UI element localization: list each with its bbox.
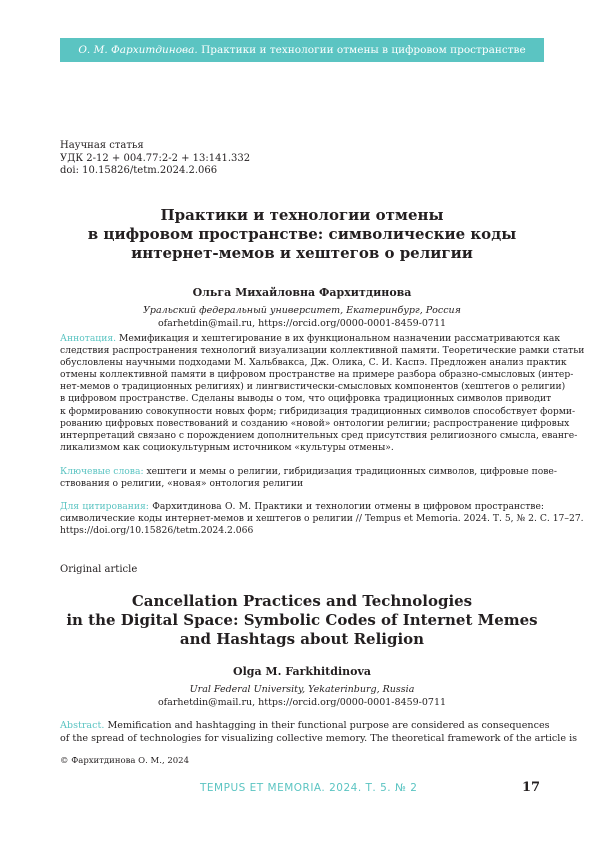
affiliation-org-en: Ural Federal University, Yekaterinburg, Russia: [60, 684, 544, 697]
copyright: © Фархитдинова О. М., 2024: [60, 756, 189, 766]
citation-ru-label: Для цитирования:: [60, 501, 149, 512]
udc-code: УДК 2-12 + 004.77:2-2 + 13:141.332: [60, 153, 250, 166]
abstract-ru-line: ликализмом как социокультурным источником «культуры отмены».: [60, 442, 544, 454]
author-name-en: Olga M. Farkhitdinova: [60, 665, 544, 678]
article-meta: [60, 140, 250, 178]
keywords-ru-line: ствования о религии, «новая» онтология религии: [60, 478, 544, 490]
abstract-ru-line: отмены коллективной памяти в цифровом пространстве на примере разбора образно-смысловых (интер-: [60, 369, 544, 381]
abstract-ru-line: в цифровом пространстве. Сделаны выводы о том, что оцифровка традиционных символов приводит: [60, 393, 544, 405]
affiliation-org-ru: Уральский федеральный университет, Екатеринбург, Россия: [60, 305, 544, 318]
title-ru-line: в цифровом пространстве: символические коды: [60, 225, 544, 244]
abstract-ru-line: рованию цифровых повествований и созданию «новой» онтологии религии; распространение цифровых: [60, 418, 544, 430]
contact-ru[interactable]: ofarhetdin@mail.ru, https://orcid.org/0000-0001-8459-0711: [60, 318, 544, 331]
abstract-ru-line: нет-мемов о традиционных религиях) и лингвистически-смысловых компонентов (хештегов о религии): [60, 381, 544, 393]
title-en-line: in the Digital Space: Symbolic Codes of Internet Memes: [60, 611, 544, 630]
abstract-ru: [60, 333, 544, 454]
citation-ru: [60, 501, 544, 537]
citation-doi-link[interactable]: https://doi.org/10.15826/tetm.2024.2.066: [60, 525, 544, 537]
article-type: Научная статья: [60, 140, 250, 153]
footer-journal: TEMPUS ET MEMORIA. 2024. Т. 5. № 2: [200, 782, 417, 794]
doi: doi: 10.15826/tetm.2024.2.066: [60, 165, 250, 178]
abstract-ru-line: обусловлены научными подходами М. Хальбвакса, Дж. Олика, С. И. Каспэ. Предложен анализ практик: [60, 357, 544, 369]
citation-ru-line: Фархитдинова О. М. Практики и технологии отмены в цифровом пространстве:: [149, 501, 544, 512]
abstract-ru-line: Мемификация и хештегирование в их функциональном назначении рассматриваются как: [116, 333, 560, 344]
title-ru-line: интернет-мемов и хештегов о религии: [60, 244, 544, 263]
abstract-en-label: Abstract.: [60, 720, 104, 731]
abstract-ru-line: интерпретаций связано с порождением дополнительных сред присутствия религиозного смысла, еванге-: [60, 430, 544, 442]
keywords-ru-line: хештеги и мемы о религии, гибридизация традиционных символов, цифровые пове-: [144, 466, 557, 477]
title-en-line: Cancellation Practices and Technologies: [60, 592, 544, 611]
title-ru-line: Практики и технологии отмены: [60, 206, 544, 225]
affiliation-en: [60, 684, 544, 709]
running-header-title: Практики и технологии отмены в цифровом пространстве: [201, 44, 526, 56]
contact-en[interactable]: ofarhetdin@mail.ru, https://orcid.org/0000-0001-8459-0711: [60, 697, 544, 710]
citation-ru-line: символические коды интернет-мемов и хештегов о религии // Tempus et Memoria. 2024. Т. 5, № 2. С. 17–27.: [60, 513, 544, 525]
page-number: 17: [522, 780, 540, 795]
article-type-en: Original article: [60, 564, 137, 575]
title-en-line: and Hashtags about Religion: [60, 630, 544, 649]
abstract-en-line: of the spread of technologies for visualizing collective memory. The theoretical framework of the article is: [60, 732, 544, 745]
running-header: [60, 38, 544, 62]
abstract-ru-label: Аннотация.: [60, 333, 116, 344]
keywords-ru-label: Ключевые слова:: [60, 466, 144, 477]
affiliation-ru: [60, 305, 544, 330]
title-ru: [60, 206, 544, 263]
keywords-ru: [60, 466, 544, 490]
running-header-author: О. М. Фархитдинова.: [78, 44, 197, 56]
author-name-ru: Ольга Михайловна Фархитдинова: [60, 286, 544, 299]
abstract-ru-line: к формированию совокупности новых форм; гибридизация традиционных символов способствует форми-: [60, 406, 544, 418]
title-en: [60, 592, 544, 649]
abstract-en-line: Memification and hashtagging in their functional purpose are considered as consequences: [104, 720, 549, 731]
abstract-ru-line: следствия распространения технологий визуализации коллективной памяти. Теоретические рамки статьи: [60, 345, 544, 357]
abstract-en: [60, 719, 544, 745]
